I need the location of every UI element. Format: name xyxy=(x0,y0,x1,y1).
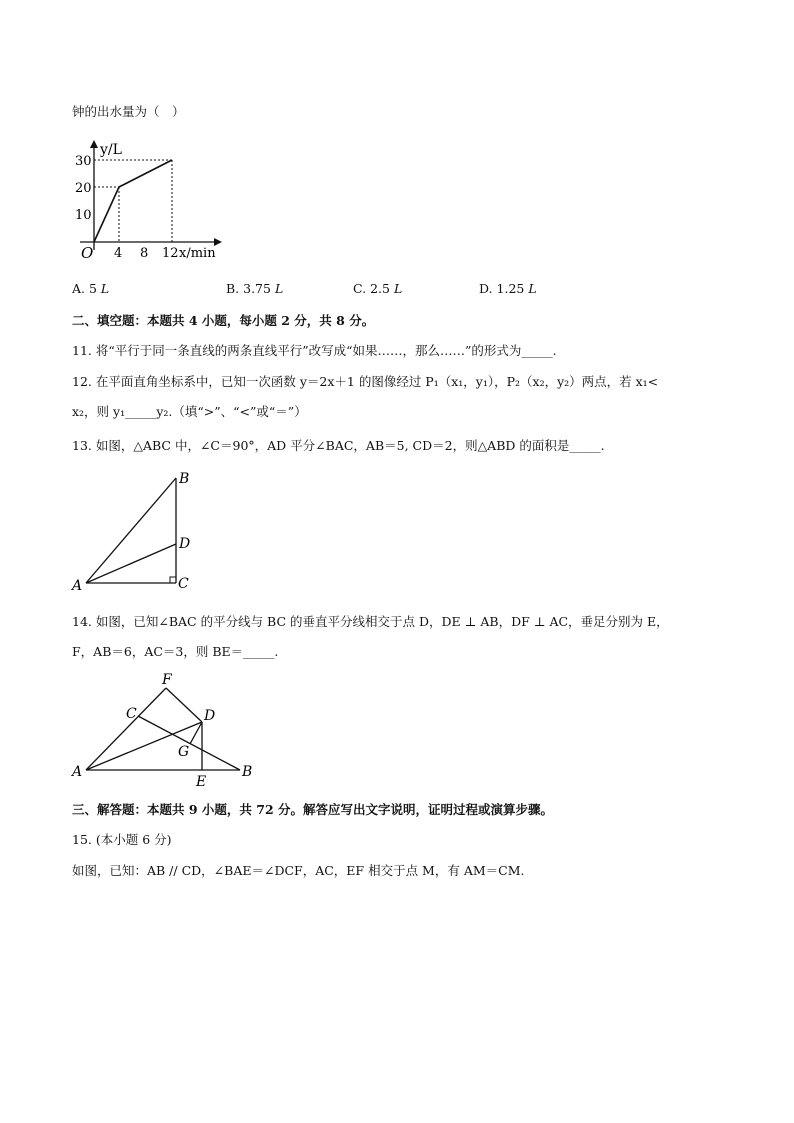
point-label-d: D xyxy=(179,536,191,552)
point-label-c: C xyxy=(126,706,137,722)
point-label-e: E xyxy=(196,774,207,790)
origin-label: O xyxy=(81,244,94,262)
right-angle-mark xyxy=(170,577,176,583)
option-a[interactable] xyxy=(72,281,109,296)
section-2-heading: 二、填空题：本题共 4 小题，每小题 2 分，共 8 分。 xyxy=(72,313,375,328)
y-axis-arrow xyxy=(90,140,98,148)
y-tick-10: 10 xyxy=(75,208,92,223)
option-b-unit: L xyxy=(274,281,284,296)
triangle-abc-figure xyxy=(68,468,208,594)
section-3-heading: 三、解答题：本题共 9 小题，共 72 分。解答应写出文字说明，证明过程或演算步骤。 xyxy=(72,802,554,817)
point-label-a: A xyxy=(72,578,83,594)
point-label-d: D xyxy=(204,708,216,724)
segment-cb xyxy=(138,716,240,770)
x-axis-label: x/min xyxy=(179,246,216,261)
option-d-unit: L xyxy=(528,281,537,296)
x-tick-12: 12 xyxy=(162,246,179,261)
option-c-unit: L xyxy=(393,281,403,296)
question-13: 13. 如图，△ABC 中，∠C＝90°，AD 平分∠BAC，AB＝5, CD＝2，则△ABD 的面积是_____. xyxy=(72,438,605,453)
option-c[interactable] xyxy=(353,281,402,296)
option-a-label: A. 5 xyxy=(72,281,97,296)
x-tick-8: 8 xyxy=(140,246,149,261)
segment-af xyxy=(86,688,166,770)
question-11: 11. 将“平行于同一条直线的两条直线平行”改写成“如果……，那么……”的形式为_____. xyxy=(72,343,557,358)
x-axis-arrow xyxy=(214,238,222,246)
point-label-f: F xyxy=(162,672,172,688)
segment-fd xyxy=(166,688,202,722)
option-d[interactable] xyxy=(479,281,537,296)
question-10-tail: 钟的出水量为（ ） xyxy=(72,104,185,119)
y-tick-20: 20 xyxy=(75,181,92,196)
point-label-b: B xyxy=(242,764,253,780)
y-tick-30: 30 xyxy=(75,154,92,169)
option-d-label: D. 1.25 xyxy=(479,281,525,296)
option-a-unit: L xyxy=(100,281,110,296)
volume-line xyxy=(94,160,172,242)
y-axis-label: y/L xyxy=(100,142,122,158)
bisector-figure xyxy=(68,668,268,792)
question-15-title: 15. (本小题 6 分) xyxy=(72,832,172,847)
x-tick-4: 4 xyxy=(114,246,123,261)
point-label-c: C xyxy=(178,576,189,592)
question-14-line-1: 14. 如图，已知∠BAC 的平分线与 BC 的垂直平分线相交于点 D，DE ⊥ AB，DF ⊥ AC，垂足分别为 E， xyxy=(72,614,669,629)
option-b-label: B. 3.75 xyxy=(226,281,271,296)
water-volume-graph xyxy=(72,138,232,264)
question-15-body: 如图，已知：AB // CD，∠BAE＝∠DCF，AC，EF 相交于点 M，有 AM＝CM. xyxy=(72,863,525,878)
segment-ad xyxy=(86,544,176,583)
segment-dg xyxy=(190,722,202,744)
question-12-line-1: 12. 在平面直角坐标系中，已知一次函数 y＝2x＋1 的图像经过 P₁（x₁，y₁），P₂（x₂，y₂）两点，若 x₁< xyxy=(72,374,659,389)
option-b[interactable] xyxy=(226,281,283,296)
point-label-g: G xyxy=(178,744,190,760)
point-label-b: B xyxy=(179,471,190,487)
question-14-line-2: F，AB＝6，AC＝3，则 BE＝_____. xyxy=(72,644,279,659)
option-c-label: C. 2.5 xyxy=(353,281,390,296)
segment-ab xyxy=(86,478,176,583)
question-12-line-2: x₂，则 y₁_____y₂.（填“>”、“<”或“＝”） xyxy=(72,404,307,419)
point-label-a: A xyxy=(72,764,83,780)
